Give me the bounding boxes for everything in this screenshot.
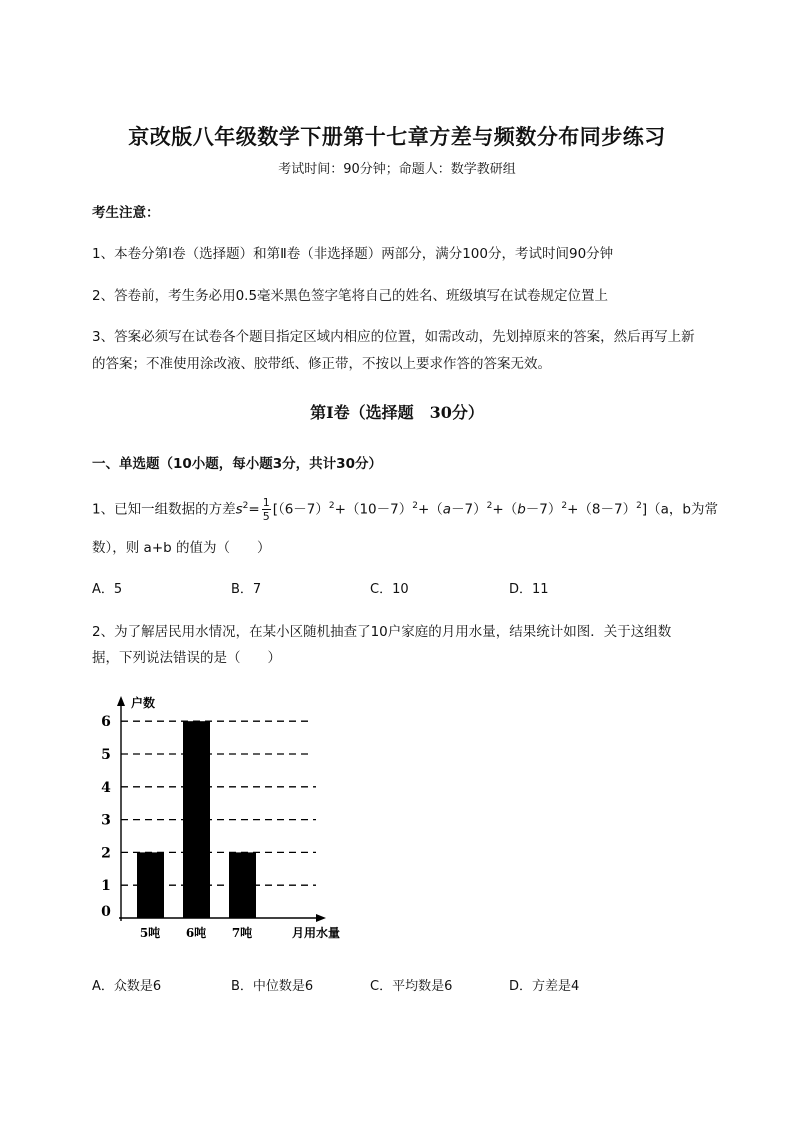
q1-sup: 2: [412, 501, 418, 511]
q1-term-1: （6－7）: [277, 501, 329, 518]
q1-sup: 2: [561, 501, 568, 511]
exam-info: 考试时间：90分钟；命题人：数学教研组: [278, 162, 516, 177]
q1-sup: 2: [328, 501, 335, 511]
q1-term-5: +（: [492, 501, 518, 518]
y-axis-title: 户数: [131, 696, 156, 710]
q2-option-d[interactable]: D．方差是4: [509, 979, 580, 994]
q1-term-3: +（: [417, 501, 443, 518]
y-tick-label-0: 0: [101, 904, 111, 920]
q1-term-7: +（8－7）: [567, 501, 637, 518]
bar-2: [183, 721, 210, 918]
notice-heading: 考生注意：: [92, 205, 160, 221]
y-tick-label-3: 3: [101, 812, 111, 829]
part-title: 一、单选题（10小题，每小题3分，共计30分）: [92, 456, 382, 472]
q1-option-a[interactable]: A．5: [92, 582, 123, 597]
notice-item-1: 1、本卷分第I卷（选择题）和第Ⅱ卷（非选择题）两部分，满分100分，考试时间90分钟: [92, 246, 614, 262]
x-tick-label-2: 6吨: [185, 926, 207, 940]
x-tick-label-3: 7吨: [231, 926, 253, 940]
y-axis-arrow: [117, 696, 125, 706]
q1-prefix: 1、已知一组数据的方差: [92, 501, 236, 518]
question-2: 2、为了解居民用水情况，在某小区随机抽查了10户家庭的月用水量，结果统计如图．关于这组数: [92, 624, 672, 640]
notice-item-3-cont: 的答案；不准使用涂改液、胶带纸、修正带，不按以上要求作答的答案无效。: [92, 356, 551, 372]
q1-term-4: －7）: [451, 501, 487, 518]
q2-option-c[interactable]: C．平均数是6: [370, 979, 453, 994]
y-tick-label-4: 4: [101, 779, 111, 796]
q1-fraction: [262, 496, 271, 523]
question-2-line-2: 据，下列说法错误的是（ ）: [92, 650, 281, 666]
q1-term-6: －7）: [525, 501, 562, 518]
x-axis-arrow: [316, 914, 326, 922]
section-title: 第I卷（选择题 30分）: [310, 403, 484, 422]
q1-sup: 2: [242, 501, 249, 511]
q1-frac-num: 1: [262, 496, 270, 509]
q1-var-s: s: [235, 501, 243, 518]
question-1-line-2: 数），则 a+b 的值为（ ）: [92, 540, 271, 556]
q1-sup: 2: [636, 501, 642, 511]
bar-1: [137, 852, 164, 918]
q1-frac-den: 5: [262, 510, 270, 523]
q1-option-d[interactable]: D．11: [509, 582, 549, 597]
x-axis-title: 月用水量: [292, 926, 341, 940]
q1-sup: 2: [486, 501, 493, 511]
q1-bracket-close: ]: [641, 501, 648, 518]
y-tick-label-5: 5: [101, 747, 111, 763]
page-title: 京改版八年级数学下册第十七章方差与频数分布同步练习: [128, 124, 666, 149]
q1-option-c[interactable]: C．10: [370, 582, 409, 597]
q1-var-a: a: [442, 501, 452, 518]
q1-bracket-open: [: [272, 501, 278, 518]
y-tick-label-6: 6: [101, 714, 111, 731]
q2-option-a[interactable]: A．众数是6: [92, 979, 162, 994]
q1-option-b[interactable]: B．7: [231, 582, 262, 597]
q2-option-b[interactable]: B．中位数是6: [231, 979, 314, 994]
notice-item-2: 2、答卷前，考生务必用0.5毫米黑色签字笔将自己的姓名、班级填写在试卷规定位置上: [92, 288, 609, 304]
question-1: [92, 496, 718, 523]
q1-tail: （a，b为常: [647, 501, 718, 518]
q1-eq: =: [248, 501, 260, 518]
y-tick-label-1: 1: [101, 878, 111, 895]
q1-term-2: +（10－7）: [334, 501, 413, 518]
q1-var-b: b: [517, 501, 526, 518]
y-tick-label-2: 2: [101, 845, 111, 862]
bar-3: [229, 852, 256, 918]
x-tick-label-1: 5吨: [139, 926, 161, 940]
notice-item-3: 3、答案必须写在试卷各个题目指定区域内相应的位置，如需改动，先划掉原来的答案，然后再写上新: [92, 329, 695, 345]
